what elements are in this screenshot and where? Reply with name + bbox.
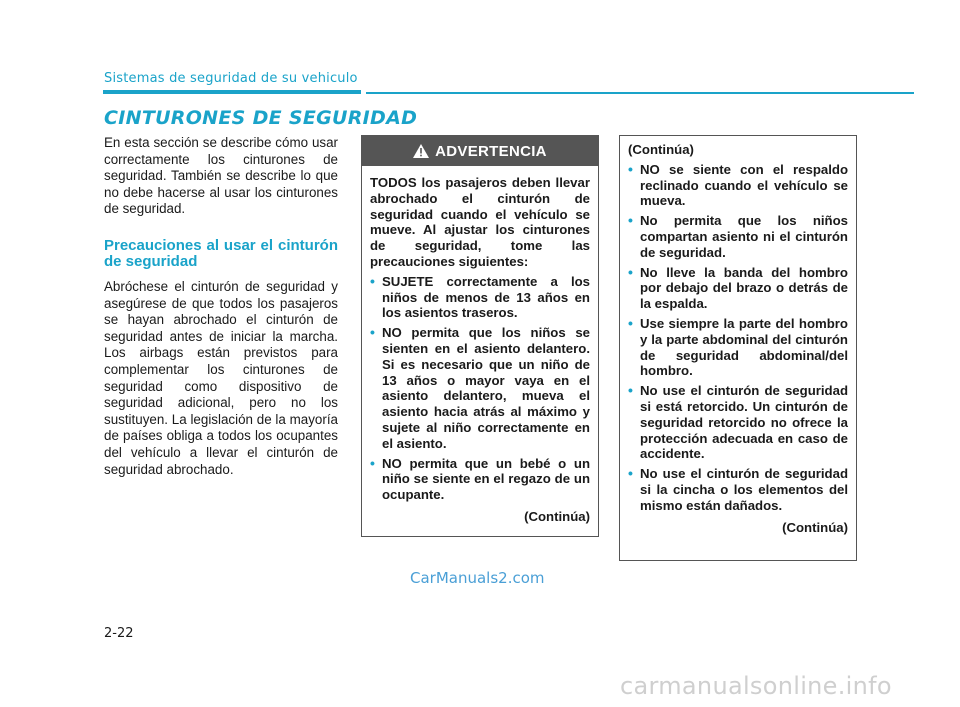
list-item [370,325,590,451]
list-item-text: Use siempre la parte del hombro y la parte abdominal del cinturón de seguridad abdominal/del hombro. [640,315,848,379]
bullet-dot-icon: • [370,324,375,341]
warning-box [361,135,599,537]
list-item [628,383,848,462]
continued-continua: (Continúa) [782,519,848,535]
list-item [628,265,848,312]
left-column [104,135,338,478]
watermark-footer: carmanualsonline.info [620,672,892,700]
continued-heading: (Continúa) [628,142,694,157]
bullet-dot-icon: • [370,454,375,471]
list-item [628,466,848,513]
list-item [370,456,590,503]
warning-bullet-list [370,274,590,503]
bullet-dot-icon: • [370,272,375,289]
watermark-link[interactable]: CarManuals2.com [410,569,545,587]
bullet-dot-icon: • [628,382,633,399]
warning-intro: TODOS los pasajeros deben llevar abrochado el cinturón de seguridad cuando el vehículo se mueve. Al ajustar los cinturones de seguridad, tome las precauciones siguientes: [370,175,590,269]
bullet-dot-icon: • [628,263,633,280]
bullet-dot-icon: • [628,314,633,331]
list-item-text: No use el cinturón de seguridad si la cincha o los elementos del mismo están dañados. [640,466,848,513]
warning-continua: (Continúa) [524,508,590,524]
bullet-dot-icon: • [628,465,633,482]
bullet-dot-icon: • [628,212,633,229]
list-item [628,316,848,379]
page-title: CINTURONES DE SEGURIDAD [104,107,418,129]
warning-banner-label: ADVERTENCIA [435,142,547,160]
section-header-label: Sistemas de seguridad de su vehiculo [104,71,358,86]
list-item-text: No lleve la banda del hombro por debajo del brazo o detrás de la espalda. [640,264,848,312]
continued-box [619,135,857,561]
warning-body [362,166,598,525]
list-item [628,162,848,209]
list-item-text: NO permita que los niños se sienten en el asiento delantero. Si es necesario que un niño de 13 años o mayor vaya en el asiento delantero, mueva el asiento hacia atrás al máximo y sujete al niño correctamente en el asiento. [382,325,590,451]
bullet-dot-icon: • [628,160,633,177]
list-item [370,274,590,321]
precautions-paragraph: Abróchese el cinturón de seguridad y asegúrese de que todos los pasajeros se hayan abrochado el cinturón de seguridad antes de iniciar la marcha. Los airbags están previstos para complementar los cinturones de seguridad como dispositivo de seguridad adicional, pero no los sustituyen. La legislación de la mayoría de países obliga a todos los ocupantes del vehículo a llevar el cinturón de seguridad abrochado. [104,278,338,477]
continued-bullet-list [628,162,848,514]
warning-banner [362,136,598,166]
header-rule-thin [366,92,914,94]
precautions-subtitle: Precauciones al usar el cinturón de seguridad [104,236,338,270]
warning-triangle-icon [413,144,429,158]
intro-paragraph: En esta sección se describe cómo usar correctamente los cinturones de seguridad. También se describe lo que no debe hacerse al usar los cinturones de seguridad. [104,135,338,217]
list-item [628,213,848,260]
list-item-text: No use el cinturón de seguridad si está retorcido. Un cinturón de seguridad retorcido no ofrece la protección adecuada en caso de accidente. [640,383,848,462]
list-item-text: No permita que los niños compartan asiento ni el cinturón de seguridad. [640,213,848,260]
list-item-text: NO se siente con el respaldo reclinado cuando el vehículo se mueva. [640,161,848,209]
continued-body [620,136,856,535]
header-rule-thick [103,90,361,94]
page-number: 2-22 [104,626,134,641]
list-item-text: SUJETE correctamente a los niños de menos de 13 años en los asientos traseros. [382,273,590,321]
list-item-text: NO permita que un bebé o un niño se siente en el regazo de un ocupante. [382,455,590,503]
